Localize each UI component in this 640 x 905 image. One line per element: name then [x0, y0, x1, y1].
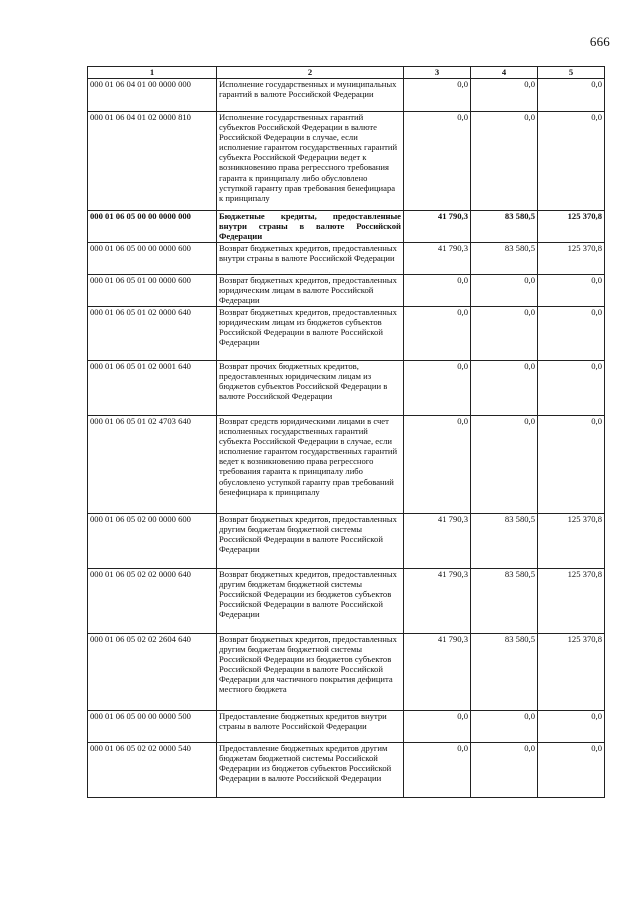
- page-number: 666: [589, 34, 610, 49]
- value-year-1-cell: 41 790,3: [404, 243, 471, 275]
- table-row: [88, 514, 605, 569]
- budget-name-cell: Исполнение государственных гарантий субъектов Российской Федерации в валюте Российской Федерации в случае, если исполнение гарантом государственных гарантий субъекта Российской Федерации ведет к возникновению права регрессного требования гаранта к принципалу либо обусловлено уступкой гаранту прав требования бенефициара к принципалу: [217, 112, 404, 211]
- value-year-2-cell: 0,0: [471, 307, 538, 361]
- value-year-1-cell: 41 790,3: [404, 569, 471, 634]
- table-body: [88, 79, 605, 798]
- value-year-2-cell: 0,0: [471, 711, 538, 743]
- value-year-3-cell: 0,0: [538, 711, 605, 743]
- value-year-1-cell: 41 790,3: [404, 634, 471, 711]
- budget-code-cell: 000 01 06 05 01 02 0000 640: [88, 307, 217, 361]
- table-row: [88, 416, 605, 514]
- budget-code-cell: 000 01 06 05 00 00 0000 000: [88, 211, 217, 243]
- value-year-1-cell: 0,0: [404, 416, 471, 514]
- value-year-3-cell: 0,0: [538, 112, 605, 211]
- budget-name-cell: Возврат средств юридическими лицами в счет исполненных государственных гарантий субъекта Российской Федерации в случае, если исполнение гарантом государственных гарантий ведет к возникновению права регрессного требования гаранта к принципалу либо обусловлено уступкой гаранту прав требований бенефициара к принципалу: [217, 416, 404, 514]
- table-header-row: [88, 67, 605, 79]
- budget-code-cell: 000 01 06 05 01 02 4703 640: [88, 416, 217, 514]
- budget-name-cell: Исполнение государственных и муниципальных гарантий в валюте Российской Федерации: [217, 79, 404, 112]
- column-header-name: 2: [217, 67, 404, 79]
- value-year-3-cell: 125 370,8: [538, 514, 605, 569]
- table-row: [88, 361, 605, 416]
- budget-name-cell: Возврат прочих бюджетных кредитов, предоставленных юридическим лицам из бюджетов субъектов Российской Федерации в валюте Российской Федерации: [217, 361, 404, 416]
- budget-name-cell: Возврат бюджетных кредитов, предоставленных другим бюджетам бюджетной системы Российской Федерации в валюте Российской Федерации: [217, 514, 404, 569]
- value-year-1-cell: 0,0: [404, 275, 471, 307]
- value-year-3-cell: 125 370,8: [538, 243, 605, 275]
- value-year-3-cell: 125 370,8: [538, 211, 605, 243]
- budget-code-cell: 000 01 06 05 00 00 0000 500: [88, 711, 217, 743]
- value-year-3-cell: 0,0: [538, 361, 605, 416]
- budget-name-cell: Возврат бюджетных кредитов, предоставленных другим бюджетам бюджетной системы Российской Федерации из бюджетов субъектов Российской Федерации в валюте Российской Федерации: [217, 569, 404, 634]
- table-row: [88, 743, 605, 798]
- value-year-1-cell: 0,0: [404, 743, 471, 798]
- value-year-3-cell: 125 370,8: [538, 569, 605, 634]
- budget-name-cell: Бюджетные кредиты, предоставленные внутри страны в валюте Российской Федерации: [217, 211, 404, 243]
- value-year-1-cell: 41 790,3: [404, 514, 471, 569]
- table-row: [88, 211, 605, 243]
- column-header-code: 1: [88, 67, 217, 79]
- table-row: [88, 569, 605, 634]
- value-year-2-cell: 83 580,5: [471, 211, 538, 243]
- column-header-year-3: 5: [538, 67, 605, 79]
- budget-name-cell: Возврат бюджетных кредитов, предоставленных внутри страны в валюте Российской Федерации: [217, 243, 404, 275]
- budget-code-cell: 000 01 06 04 01 00 0000 000: [88, 79, 217, 112]
- value-year-2-cell: 83 580,5: [471, 569, 538, 634]
- value-year-3-cell: 0,0: [538, 275, 605, 307]
- table-row: [88, 634, 605, 711]
- value-year-1-cell: 0,0: [404, 711, 471, 743]
- budget-code-cell: 000 01 06 05 01 00 0000 600: [88, 275, 217, 307]
- column-header-year-1: 3: [404, 67, 471, 79]
- value-year-1-cell: 0,0: [404, 307, 471, 361]
- value-year-3-cell: 0,0: [538, 79, 605, 112]
- budget-code-cell: 000 01 06 04 01 02 0000 810: [88, 112, 217, 211]
- budget-code-cell: 000 01 06 05 02 02 0000 540: [88, 743, 217, 798]
- value-year-2-cell: 83 580,5: [471, 634, 538, 711]
- value-year-3-cell: 0,0: [538, 307, 605, 361]
- value-year-3-cell: 125 370,8: [538, 634, 605, 711]
- table-row: [88, 307, 605, 361]
- budget-name-cell: Возврат бюджетных кредитов, предоставленных другим бюджетам бюджетной системы Российской Федерации из бюджетов субъектов Российской Федерации в валюте Российской Федерации для частичного покрытия дефицита местного бюджета: [217, 634, 404, 711]
- value-year-2-cell: 0,0: [471, 79, 538, 112]
- value-year-2-cell: 0,0: [471, 743, 538, 798]
- table-row: [88, 275, 605, 307]
- budget-name-cell: Возврат бюджетных кредитов, предоставленных юридическим лицам из бюджетов субъектов Российской Федерации в валюте Российской Федерации: [217, 307, 404, 361]
- value-year-1-cell: 0,0: [404, 361, 471, 416]
- value-year-1-cell: 41 790,3: [404, 211, 471, 243]
- value-year-2-cell: 0,0: [471, 112, 538, 211]
- budget-code-cell: 000 01 06 05 01 02 0001 640: [88, 361, 217, 416]
- value-year-1-cell: 0,0: [404, 112, 471, 211]
- value-year-2-cell: 83 580,5: [471, 243, 538, 275]
- budget-code-cell: 000 01 06 05 02 02 2604 640: [88, 634, 217, 711]
- table-row: [88, 711, 605, 743]
- value-year-2-cell: 0,0: [471, 361, 538, 416]
- budget-code-cell: 000 01 06 05 02 00 0000 600: [88, 514, 217, 569]
- value-year-1-cell: 0,0: [404, 79, 471, 112]
- budget-code-cell: 000 01 06 05 00 00 0000 600: [88, 243, 217, 275]
- value-year-2-cell: 0,0: [471, 275, 538, 307]
- table-row: [88, 243, 605, 275]
- column-header-year-2: 4: [471, 67, 538, 79]
- budget-name-cell: Предоставление бюджетных кредитов внутри страны в валюте Российской Федерации: [217, 711, 404, 743]
- table-row: [88, 79, 605, 112]
- value-year-2-cell: 83 580,5: [471, 514, 538, 569]
- value-year-3-cell: 0,0: [538, 416, 605, 514]
- budget-name-cell: Предоставление бюджетных кредитов другим бюджетам бюджетной системы Российской Федерации из бюджетов субъектов Российской Федерации в валюте Российской Федерации: [217, 743, 404, 798]
- budget-name-cell: Возврат бюджетных кредитов, предоставленных юридическим лицам в валюте Российской Федерации: [217, 275, 404, 307]
- value-year-3-cell: 0,0: [538, 743, 605, 798]
- budget-sources-table: [87, 66, 605, 798]
- value-year-2-cell: 0,0: [471, 416, 538, 514]
- budget-code-cell: 000 01 06 05 02 02 0000 640: [88, 569, 217, 634]
- table-row: [88, 112, 605, 211]
